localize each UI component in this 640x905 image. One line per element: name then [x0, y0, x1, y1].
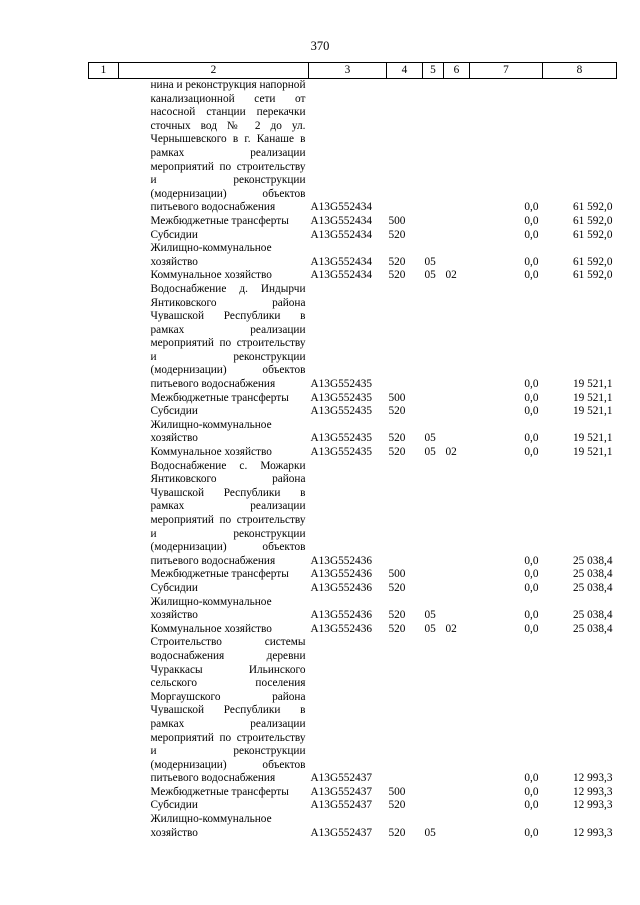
cell-c8: 12 993,3 — [572, 772, 613, 785]
table-row — [89, 596, 617, 623]
cell-index — [89, 582, 119, 596]
cell-c6 — [444, 568, 470, 582]
cell-code: А13G552436 — [310, 581, 373, 594]
table-row — [89, 799, 617, 813]
cell-index — [89, 79, 119, 215]
cell-c5: 05 — [424, 269, 436, 282]
cell-c8: 25 038,4 — [572, 609, 613, 622]
cell-c8: 61 592,0 — [572, 201, 613, 214]
row-name: Межбюджетные трансферты — [150, 785, 289, 798]
cell-c6 — [444, 79, 470, 215]
row-name: Водоснабжение с. Можарки Янтиковского района Чувашской Республики в рамках реализации мероприятий по строительству и реконструкции (модернизации) объектов питьевого водоснабжения — [150, 459, 306, 567]
table-row — [89, 636, 617, 786]
cell-c8: 19 521,1 — [572, 405, 613, 418]
cell-c7: 0,0 — [524, 568, 539, 581]
cell-index — [89, 269, 119, 283]
cell-c6 — [444, 596, 470, 623]
cell-c4: 520 — [388, 255, 406, 268]
cell-index — [89, 623, 119, 637]
cell-c6 — [444, 419, 470, 446]
cell-c6 — [444, 283, 470, 392]
header-cell: 8 — [543, 63, 617, 79]
cell-c5 — [423, 79, 444, 215]
cell-c7: 0,0 — [524, 432, 539, 445]
cell-c5 — [423, 405, 444, 419]
row-name: Субсидии — [150, 799, 198, 812]
row-name: Коммунальное хозяйство — [150, 446, 272, 459]
cell-code: А13G552434 — [310, 214, 373, 227]
row-name: Жилищно-коммунальное хозяйство — [150, 813, 272, 839]
table-row — [89, 813, 617, 840]
cell-c7: 0,0 — [524, 785, 539, 798]
cell-c5: 05 — [424, 432, 436, 445]
row-name: Межбюджетные трансферты — [150, 391, 289, 404]
cell-c5 — [423, 229, 444, 243]
cell-c7: 0,0 — [524, 826, 539, 839]
cell-code: А13G552436 — [310, 622, 373, 635]
cell-c8: 61 592,0 — [572, 228, 613, 241]
row-name: Субсидии — [150, 581, 198, 594]
row-name: Межбюджетные трансферты — [150, 568, 289, 581]
cell-c4: 520 — [388, 446, 406, 459]
cell-c5 — [423, 215, 444, 229]
cell-c8: 19 521,1 — [572, 378, 613, 391]
cell-code: А13G552434 — [310, 201, 373, 214]
cell-index — [89, 799, 119, 813]
cell-c7: 0,0 — [524, 772, 539, 785]
cell-code: А13G552437 — [310, 772, 373, 785]
table-row — [89, 229, 617, 243]
header-cell: 7 — [470, 63, 543, 79]
cell-index — [89, 215, 119, 229]
table-row — [89, 392, 617, 406]
cell-c6 — [444, 229, 470, 243]
cell-c5: 05 — [424, 826, 436, 839]
cell-c4: 500 — [388, 785, 406, 798]
cell-code: А13G552434 — [310, 255, 373, 268]
cell-code: А13G552434 — [310, 228, 373, 241]
cell-index — [89, 786, 119, 800]
cell-c6 — [444, 813, 470, 840]
cell-c4: 520 — [388, 826, 406, 839]
cell-c4: 520 — [388, 228, 406, 241]
cell-index — [89, 813, 119, 840]
row-name: Коммунальное хозяйство — [150, 269, 272, 282]
cell-c7: 0,0 — [524, 581, 539, 594]
cell-c8: 12 993,3 — [572, 785, 613, 798]
cell-c4: 520 — [388, 405, 406, 418]
table-body — [89, 79, 617, 841]
cell-c6 — [444, 405, 470, 419]
cell-code: А13G552435 — [310, 432, 373, 445]
cell-c8: 25 038,4 — [572, 568, 613, 581]
cell-c7: 0,0 — [524, 214, 539, 227]
cell-c7: 0,0 — [524, 799, 539, 812]
table-header — [89, 63, 617, 79]
cell-c4: 520 — [388, 432, 406, 445]
table-row — [89, 568, 617, 582]
row-name: Жилищно-коммунальное хозяйство — [150, 418, 272, 445]
row-name: Жилищно-коммунальное хозяйство — [150, 595, 272, 622]
table-row — [89, 446, 617, 460]
table-row — [89, 405, 617, 419]
cell-c6 — [444, 242, 470, 269]
cell-index — [89, 446, 119, 460]
cell-c7: 0,0 — [524, 378, 539, 391]
row-name: нина и реконструкция напорной канализационной сети от насосной станции перекачки сточных вод № 2 до ул. Чернышевского в г. Канаше в рамках реализации мероприятий по строительству и реконструкции (модернизации) объектов питьевого водоснабжения — [150, 79, 306, 214]
header-cell: 4 — [387, 63, 423, 79]
cell-c7: 0,0 — [524, 201, 539, 214]
cell-c7: 0,0 — [524, 609, 539, 622]
cell-c8: 19 521,1 — [572, 432, 613, 445]
cell-c6: 02 — [445, 269, 457, 282]
cell-c6 — [444, 636, 470, 786]
cell-c4 — [387, 79, 423, 215]
cell-index — [89, 636, 119, 786]
cell-c8: 19 521,1 — [572, 391, 613, 404]
cell-c5: 05 — [424, 622, 436, 635]
cell-c6 — [444, 392, 470, 406]
cell-c5 — [423, 392, 444, 406]
cell-index — [89, 405, 119, 419]
cell-index — [89, 229, 119, 243]
cell-c7: 0,0 — [524, 622, 539, 635]
row-name: Жилищно-коммунальное хозяйство — [150, 242, 272, 268]
cell-code: А13G552435 — [310, 405, 373, 418]
cell-c7: 0,0 — [524, 554, 539, 567]
cell-c6 — [444, 786, 470, 800]
cell-c5 — [423, 799, 444, 813]
cell-index — [89, 596, 119, 623]
row-name: Субсидии — [150, 228, 198, 241]
cell-code: А13G552434 — [310, 269, 373, 282]
cell-c5: 05 — [424, 446, 436, 459]
cell-c4: 520 — [388, 581, 406, 594]
cell-c8: 19 521,1 — [572, 446, 613, 459]
cell-c7: 0,0 — [524, 405, 539, 418]
table-row — [89, 786, 617, 800]
cell-code: А13G552435 — [310, 446, 373, 459]
cell-c7: 0,0 — [524, 228, 539, 241]
budget-table — [88, 62, 617, 840]
cell-c8: 12 993,3 — [572, 799, 613, 812]
cell-c8: 61 592,0 — [572, 214, 613, 227]
cell-c5: 05 — [424, 255, 436, 268]
cell-c4: 520 — [388, 269, 406, 282]
cell-c6: 02 — [445, 622, 457, 635]
cell-c4: 500 — [388, 391, 406, 404]
table-row — [89, 283, 617, 392]
cell-code: А13G552436 — [310, 568, 373, 581]
table-row — [89, 460, 617, 569]
cell-c8: 12 993,3 — [572, 826, 613, 839]
cell-c4: 520 — [388, 622, 406, 635]
cell-c8: 25 038,4 — [572, 554, 613, 567]
cell-c6: 02 — [445, 446, 457, 459]
cell-c5 — [423, 786, 444, 800]
cell-c5 — [423, 582, 444, 596]
table-row — [89, 215, 617, 229]
cell-c5 — [423, 636, 444, 786]
header-cell: 5 — [423, 63, 444, 79]
table-row — [89, 242, 617, 269]
cell-index — [89, 283, 119, 392]
cell-code: А13G552437 — [310, 826, 373, 839]
cell-c8: 61 592,0 — [572, 255, 613, 268]
cell-c7: 0,0 — [524, 255, 539, 268]
row-name: Строительство системы водоснабжения деревни Чураккасы Ильинского сельского поселения Моргаушского района Чувашской Республики в рамках реализации мероприятий по строительству и реконструкции (модернизации) объектов питьевого водоснабжения — [150, 636, 306, 785]
cell-code: А13G552435 — [310, 391, 373, 404]
cell-c5 — [423, 460, 444, 569]
row-name: Коммунальное хозяйство — [150, 622, 272, 635]
cell-c4: 500 — [388, 568, 406, 581]
row-name: Межбюджетные трансферты — [150, 214, 289, 227]
table-row — [89, 623, 617, 637]
cell-c4: 520 — [388, 799, 406, 812]
cell-index — [89, 392, 119, 406]
row-name: Водоснабжение д. Индырчи Янтиковского района Чувашской Республики в рамках реализации мероприятий по строительству и реконструкции (модернизации) объектов питьевого водоснабжения — [150, 282, 306, 391]
cell-c6 — [444, 799, 470, 813]
cell-c8: 61 592,0 — [572, 269, 613, 282]
header-cell: 2 — [119, 63, 309, 79]
cell-code: А13G552437 — [310, 785, 373, 798]
row-name: Субсидии — [150, 405, 198, 418]
cell-code: А13G552436 — [310, 609, 373, 622]
cell-index — [89, 419, 119, 446]
cell-code: А13G552435 — [310, 378, 373, 391]
cell-c7: 0,0 — [524, 446, 539, 459]
cell-c5: 05 — [424, 609, 436, 622]
page-number: 370 — [310, 39, 330, 53]
cell-c4: 520 — [388, 609, 406, 622]
cell-c4 — [387, 636, 423, 786]
cell-c4 — [387, 283, 423, 392]
header-cell: 6 — [444, 63, 470, 79]
cell-c5 — [423, 283, 444, 392]
table-row — [89, 582, 617, 596]
table-row — [89, 419, 617, 446]
cell-c8: 25 038,4 — [572, 622, 613, 635]
header-cell: 3 — [309, 63, 387, 79]
cell-c6 — [444, 582, 470, 596]
cell-c4: 500 — [388, 214, 406, 227]
header-cell: 1 — [89, 63, 119, 79]
cell-c5 — [423, 568, 444, 582]
cell-index — [89, 242, 119, 269]
cell-index — [89, 460, 119, 569]
cell-c6 — [444, 460, 470, 569]
cell-c7: 0,0 — [524, 391, 539, 404]
cell-c8: 25 038,4 — [572, 581, 613, 594]
cell-code: А13G552436 — [310, 554, 373, 567]
cell-c4 — [387, 460, 423, 569]
cell-code: А13G552437 — [310, 799, 373, 812]
table-row — [89, 269, 617, 283]
cell-c6 — [444, 215, 470, 229]
table-row — [89, 79, 617, 215]
cell-index — [89, 568, 119, 582]
cell-c7: 0,0 — [524, 269, 539, 282]
